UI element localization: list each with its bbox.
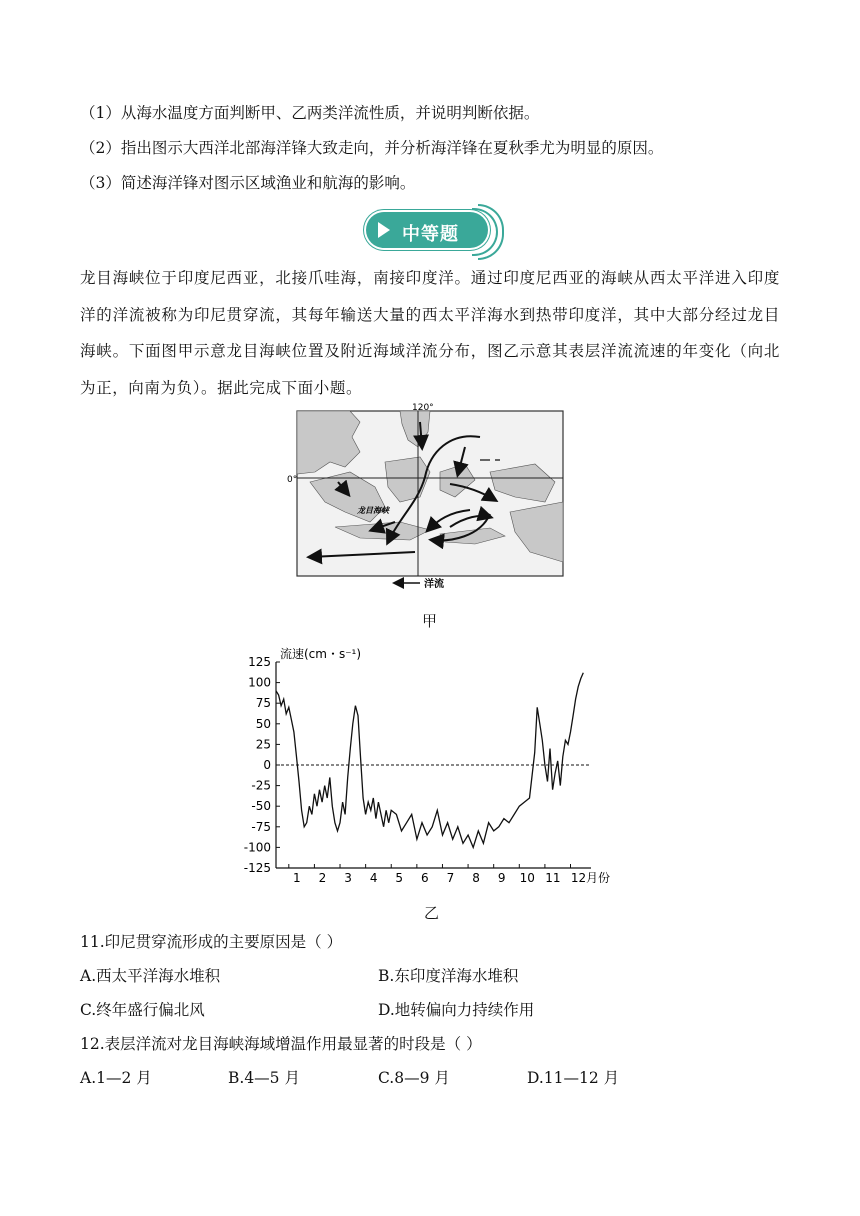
velocity-chart (236, 640, 626, 892)
y-axis-label: 流速(cm・s⁻¹) (280, 647, 362, 661)
map-figure (287, 402, 570, 594)
x-tick-label: 9 (497, 871, 506, 885)
y-tick-label: -100 (243, 840, 271, 855)
legend-label: 洋流 (424, 579, 444, 590)
y-tick-label: -125 (243, 861, 271, 875)
badge-label: 中等题 (402, 224, 459, 245)
passage: 龙目海峡位于印度尼西亚，北接爪哇海，南接印度洋。通过印度尼西亚的海峡从西太平洋进入印度洋的洋流被称为印尼贯穿流，其每年输送大量的西太平洋海水到热带印度洋，其中大部分经过龙目海峡。下面图甲示意龙目海峡位置及附近海域洋流分布，图乙示意其表层洋流流速的年变化（向北为正，向南为负）。据此完成下面小题。 (80, 269, 780, 397)
play-icon (378, 222, 390, 238)
lon-label: 120° (412, 403, 434, 413)
series-line (276, 673, 583, 848)
x-tick-label: 3 (344, 871, 352, 885)
q12-option-a[interactable]: A.1—2 月 (80, 1069, 152, 1087)
q12-stem: 12.表层洋流对龙目海峡海域增温作用最显著的时段是（ ） (80, 1035, 482, 1053)
x-tick-label: 6 (421, 871, 429, 885)
lat-label: 0° (287, 475, 298, 485)
y-tick-label: 100 (248, 675, 271, 690)
q12-option-c[interactable]: C.8—9 月 (378, 1069, 450, 1087)
q11-option-d[interactable]: D.地转偏向力持续作用 (378, 1001, 535, 1019)
map-caption: 甲 (422, 612, 438, 630)
chart-caption: 乙 (424, 904, 440, 922)
q11-option-b[interactable]: B.东印度洋海水堆积 (378, 967, 519, 985)
y-tick-label: 0 (263, 758, 271, 772)
x-tick-label: 2 (318, 871, 327, 885)
x-tick-label: 11 (545, 871, 561, 885)
x-tick-label: 12 (570, 871, 587, 885)
y-tick-label: -50 (251, 799, 271, 814)
strait-label: 龙目海峡 (357, 505, 389, 515)
x-tick-label: 10 (519, 871, 535, 885)
question-2: （2）指出图示大西洋北部海洋锋大致走向，并分析海洋锋在夏秋季尤为明显的原因。 (80, 139, 664, 157)
chart-axes (276, 662, 591, 868)
y-tick-label: -75 (251, 819, 271, 834)
question-3: （3）简述海洋锋对图示区域渔业和航海的影响。 (80, 174, 416, 192)
question-1: （1）从海水温度方面判断甲、乙两类洋流性质，并说明判断依据。 (80, 104, 540, 122)
x-tick-label: 5 (395, 871, 404, 885)
x-tick-label: 1 (292, 871, 301, 885)
q11-option-c[interactable]: C.终年盛行偏北风 (80, 1001, 205, 1019)
q12-option-b[interactable]: B.4—5 月 (228, 1069, 300, 1087)
y-tick-label: -25 (251, 778, 271, 793)
y-tick-label: 25 (255, 737, 271, 752)
y-tick-label: 50 (255, 716, 271, 731)
y-tick-label: 75 (255, 696, 271, 711)
q11-option-a[interactable]: A.西太平洋海水堆积 (80, 967, 221, 985)
y-tick-label: 125 (248, 655, 271, 669)
x-tick-label: 4 (369, 871, 378, 885)
x-tick-label: 8 (472, 871, 480, 885)
x-tick-label: 7 (446, 871, 455, 885)
chart-ticks (244, 655, 586, 885)
q12-option-d[interactable]: D.11—12 月 (527, 1069, 620, 1087)
q11-stem: 11.印尼贯穿流形成的主要原因是（ ） (80, 933, 343, 951)
difficulty-badge (362, 206, 500, 254)
x-axis-label: 月份 (586, 871, 611, 885)
